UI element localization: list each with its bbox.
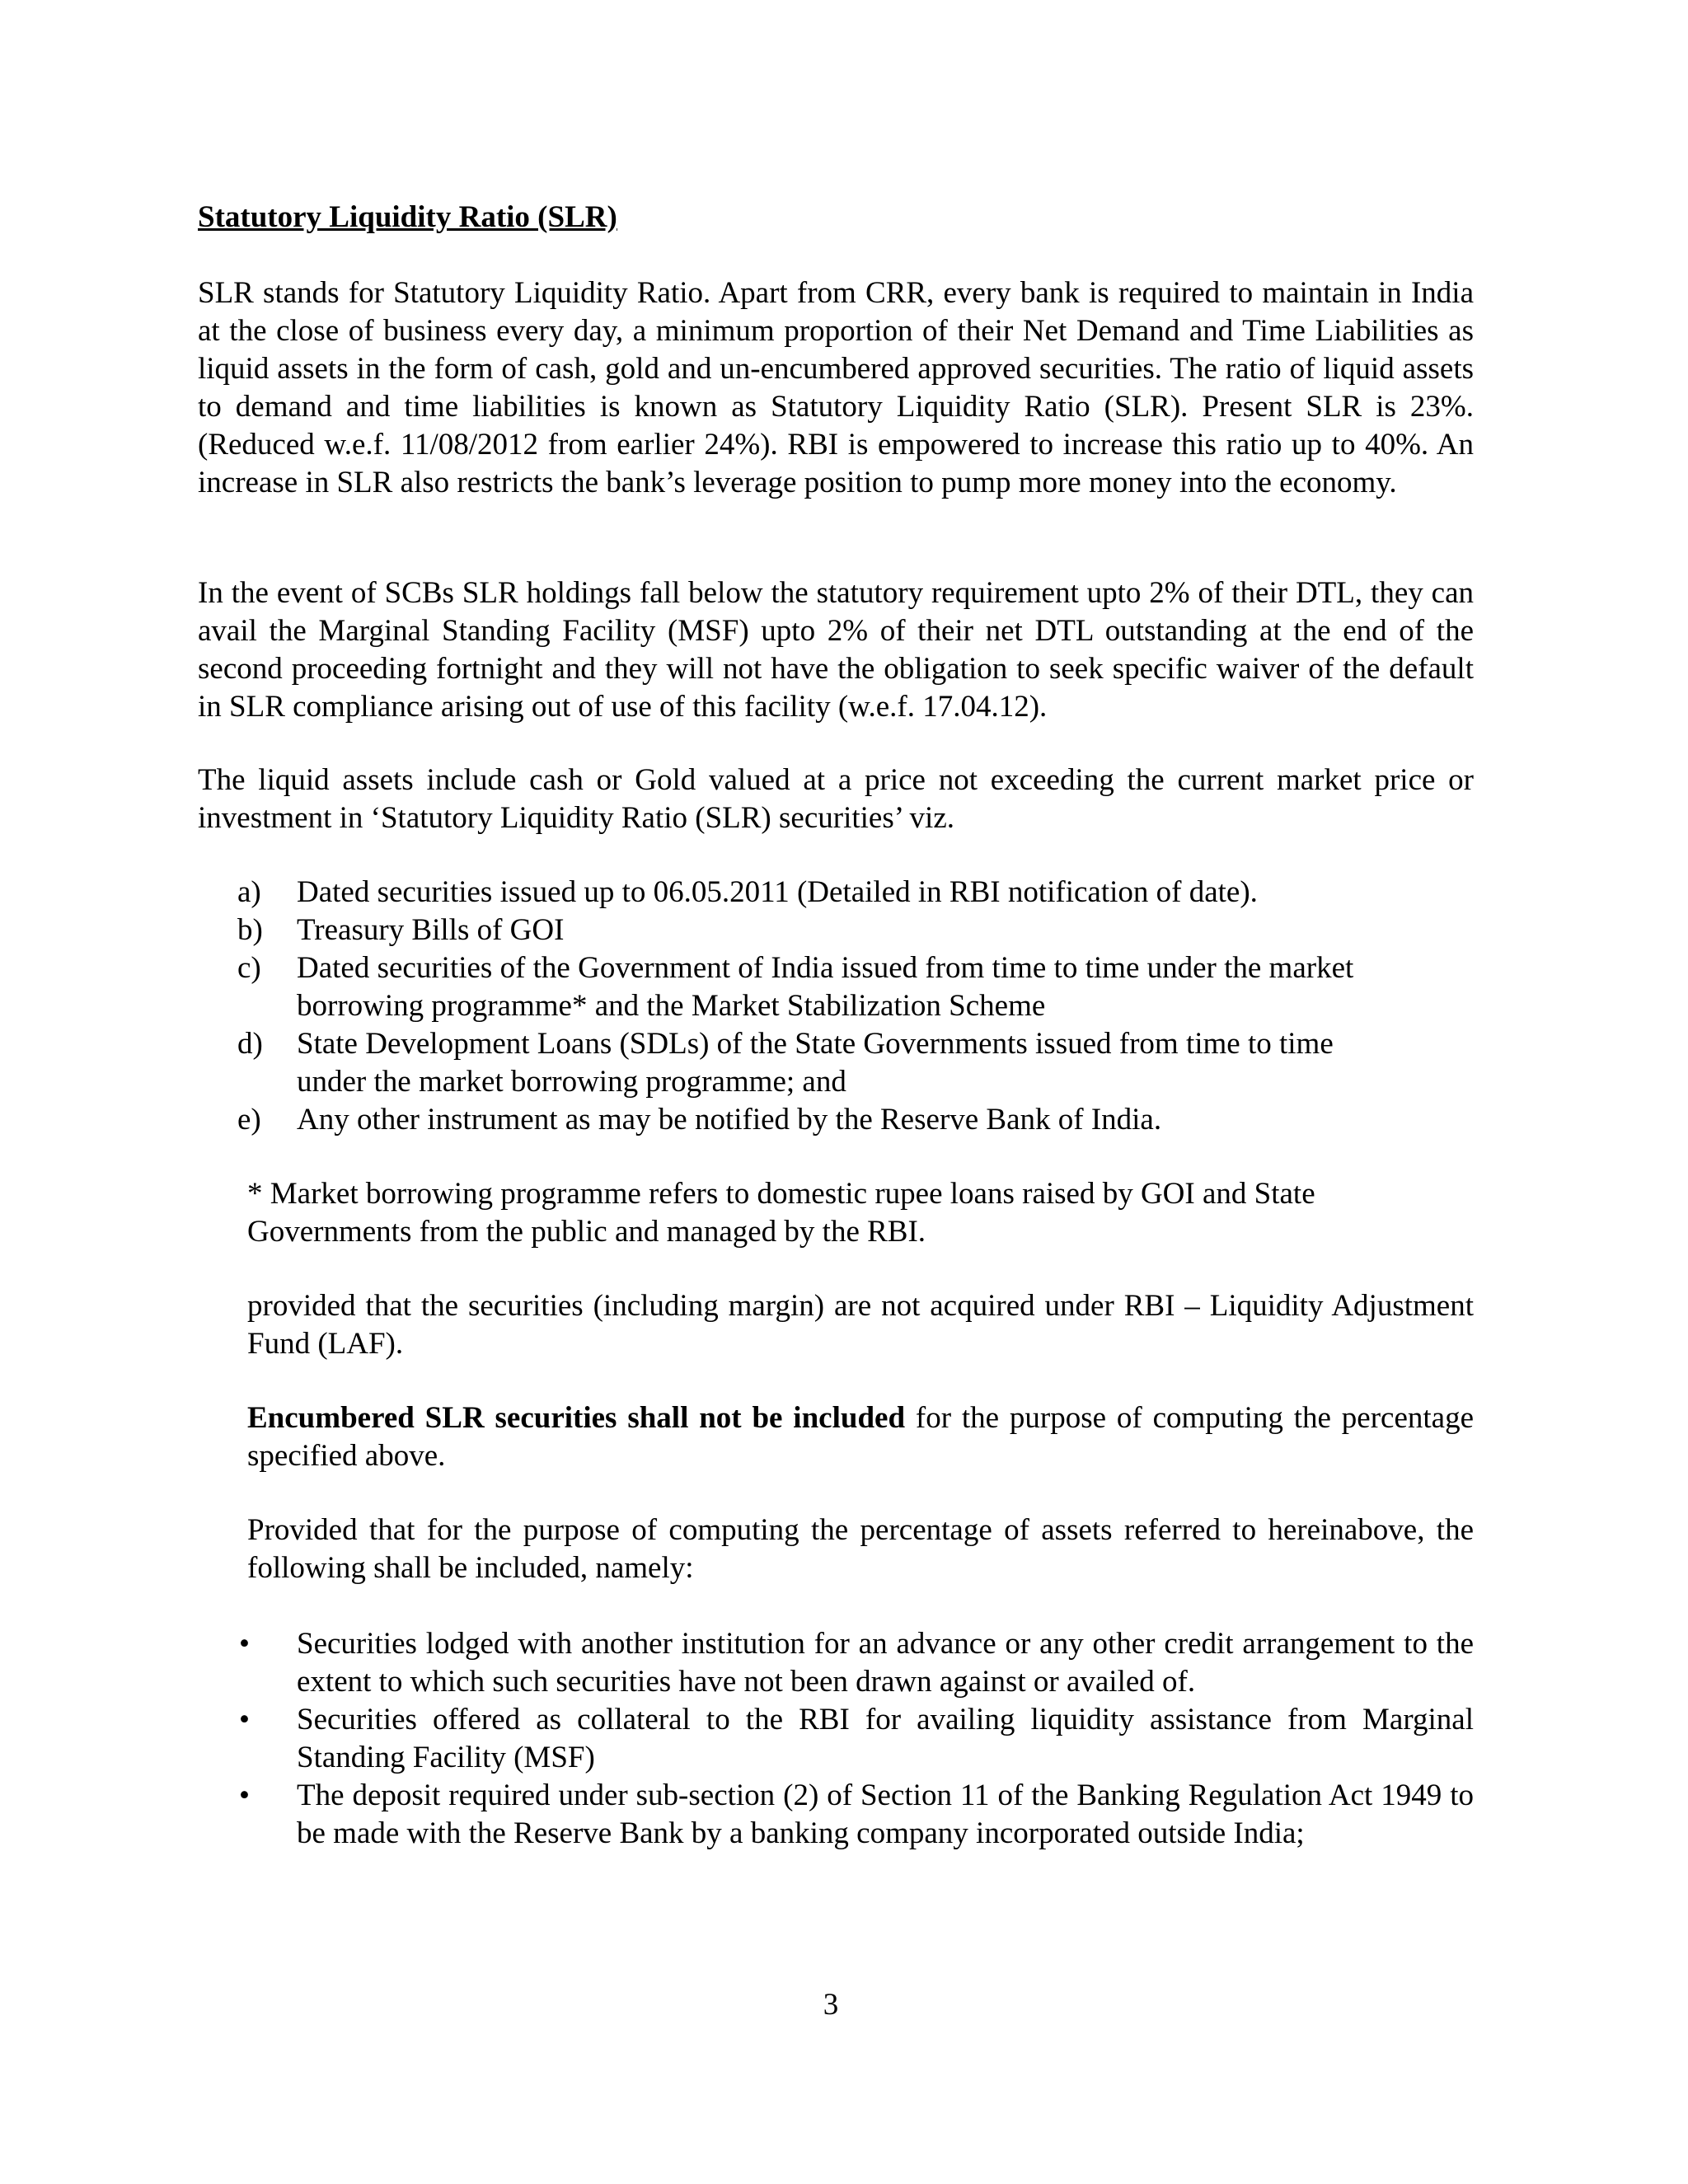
- list-item-text: The deposit required under sub-section (2) of Section 11 of the Banking Regulation Act 1949 to be made with the Reserve Bank by a banking company incorporated outside India;: [297, 1779, 1474, 1850]
- page-number: 3: [823, 1988, 839, 2022]
- list-marker: a): [237, 875, 261, 909]
- list-item: [237, 874, 1391, 912]
- bullet-icon: •: [239, 1779, 250, 1812]
- list-item: [237, 1025, 1391, 1101]
- list-item-text: Securities lodged with another institution for an advance or any other credit arrangement to the extent to which such securities have not been drawn against or availed of.: [297, 1627, 1474, 1699]
- encumbered-securities-emphasis: Encumbered SLR securities shall not be included: [247, 1401, 906, 1435]
- list-marker: e): [237, 1103, 261, 1137]
- encumbered-securities-paragraph: [247, 1399, 1474, 1475]
- bullet-icon: •: [239, 1703, 250, 1736]
- msf-paragraph: In the event of SCBs SLR holdings fall below the statutory requirement upto 2% of their DTL, they can avail the Marginal Standing Facility (MSF) upto 2% of their net DTL outstanding at the end of the second proceeding fortnight and they will not have the obligation to seek specific waiver of the default in SLR compliance arising out of use of this facility (w.e.f. 17.04.12).: [198, 576, 1474, 724]
- bullet-icon: •: [239, 1627, 250, 1661]
- list-marker: d): [237, 1027, 263, 1061]
- list-item-text: State Development Loans (SDLs) of the State Governments issued from time to time under the market borrowing programme; and: [297, 1027, 1334, 1099]
- list-item-text: Securities offered as collateral to the RBI for availing liquidity assistance from Marginal Standing Facility (MSF): [297, 1703, 1474, 1774]
- liquid-assets-paragraph: The liquid assets include cash or Gold valued at a price not exceeding the current market price or investment in ‘Statutory Liquidity Ratio (SLR) securities’ viz.: [198, 763, 1474, 835]
- list-marker: c): [237, 951, 261, 985]
- list-item: [239, 1625, 1474, 1701]
- list-item-text: Dated securities of the Government of India issued from time to time under the market borrowing programme* and the Market Stabilization Scheme: [297, 951, 1354, 1023]
- list-item: [237, 949, 1391, 1025]
- list-item-text: Any other instrument as may be notified by the Reserve Bank of India.: [297, 1103, 1162, 1137]
- list-item-text: Treasury Bills of GOI: [297, 913, 565, 947]
- list-item: [237, 912, 1391, 949]
- list-item: [239, 1701, 1474, 1777]
- laf-proviso-paragraph: provided that the securities (including margin) are not acquired under RBI – Liquidity Adjustment Fund (LAF).: [247, 1289, 1474, 1361]
- slr-definition-paragraph: SLR stands for Statutory Liquidity Ratio. Apart from CRR, every bank is required to maintain in India at the close of business every day, a minimum proportion of their Net Demand and Time Liabilities as liquid assets in the form of cash, gold and un-encumbered approved securities. The ratio of liquid assets to demand and time liabilities is known as Statutory Liquidity Ratio (SLR). Present SLR is 23%. (Reduced w.e.f. 11/08/2012 from earlier 24%). RBI is empowered to increase this ratio up to 40%. An increase in SLR also restricts the bank’s leverage position to pump more money into the economy.: [198, 276, 1474, 499]
- list-item: [239, 1777, 1474, 1853]
- list-item-text: Dated securities issued up to 06.05.2011 (Detailed in RBI notification of date).: [297, 875, 1258, 909]
- encumbered-securities-text: for the purpose of computing the percentage specified above.: [247, 1401, 1474, 1473]
- market-borrowing-footnote: * Market borrowing programme refers to domestic rupee loans raised by GOI and State Governments from the public and managed by the RBI.: [247, 1177, 1315, 1249]
- list-marker: b): [237, 913, 263, 947]
- slr-securities-list: [237, 874, 1391, 1139]
- list-item: [237, 1101, 1391, 1139]
- computation-proviso-paragraph: Provided that for the purpose of computing the percentage of assets referred to hereinabove, the following shall be included, namely:: [247, 1513, 1474, 1585]
- section-title: Statutory Liquidity Ratio (SLR): [198, 200, 617, 234]
- included-assets-list: [239, 1625, 1474, 1853]
